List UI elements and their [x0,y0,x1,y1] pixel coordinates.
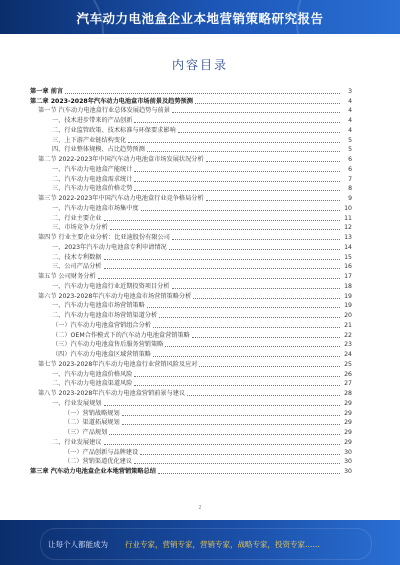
toc-leader-dots [172,288,340,289]
toc-entry[interactable] [30,223,352,233]
toc-leader-dots [122,415,340,416]
toc-entry[interactable] [30,437,352,447]
toc-entry-page: 29 [344,419,352,427]
toc-entry-label: （二）OEM合作模式下的汽车动力电池盒营销策略 [52,331,190,339]
toc-entry-page: 3 [348,87,352,95]
toc-entry[interactable] [30,242,352,252]
toc-entry-page: 6 [348,165,352,173]
toc-leader-dots [109,434,340,435]
toc-leader-dots [134,463,340,464]
toc-entry[interactable] [30,369,352,379]
toc-entry[interactable] [30,418,352,428]
toc-leader-dots [104,268,341,269]
toc-entry-label: 二、汽车动力电池盒渠道风险 [52,380,133,388]
toc-entry-page: 26 [344,370,352,378]
footer-slogan-left: 让每个人都能成为 [48,540,108,549]
toc-entry[interactable] [30,281,352,291]
toc-entry-label: 一、技术进步带来的产品创新 [52,117,133,124]
toc-entry-page: 10 [344,204,352,212]
toc-entry[interactable] [30,193,352,203]
toc-entry-page: 16 [344,263,352,271]
page-number: 2 [198,505,202,511]
toc-entry-label: 二、汽车动力电池盒市场营销渠道分析 [52,312,158,319]
toc-entry-label: 第七节 2023-2028年汽车动力电池盒行业营销风险及应对 [38,360,198,368]
toc-entry-label: 一、汽车动力电池盒市场集中度 [52,204,139,212]
toc-entry-page: 4 [348,126,352,134]
toc-leader-dots [140,454,340,455]
toc-entry-page: 30 [344,448,352,456]
toc-leader-dots [65,93,340,94]
toc-leader-dots [147,307,340,308]
toc-leader-dots [172,239,340,240]
toc-leader-dots [172,112,340,113]
toc-entry-page: 9 [348,195,352,202]
toc-entry-label: 第一节 汽车动力电池盒行业总体发展趋势与前景 [38,107,170,115]
toc-entry-label: 一、汽车动力电池盒市场营销策略 [52,302,145,310]
toc-entry-page: 11 [344,214,352,222]
toc-entry[interactable] [30,466,352,476]
toc-entry-label: 第二章 2023-2028年汽车动力电池盒市场前景及趋势预测 [30,97,193,105]
toc-entry-page: 18 [344,282,352,290]
table-of-contents [30,86,352,476]
toc-entry[interactable] [30,457,352,467]
toc-leader-dots [141,210,340,211]
toc-leader-dots [110,229,340,230]
toc-entry-page: 24 [344,351,352,358]
toc-entry[interactable] [30,291,352,301]
toc-entry-page: 6 [348,156,352,163]
toc-entry[interactable] [30,213,352,223]
toc-entry-label: 第六节 2023-2028年汽车动力电池盒市场营销策略分析 [38,292,192,300]
toc-leader-dots [134,385,340,386]
toc-entry-label: 二、行业主要企业 [52,214,102,222]
toc-heading: 内容目录 [171,58,228,72]
toc-leader-dots [98,278,340,279]
toc-entry[interactable] [30,447,352,457]
toc-entry-page: 29 [344,438,352,446]
toc-leader-dots [153,327,340,328]
toc-entry-label: 一、行业发展规划 [52,399,102,407]
report-title: 汽车动力电池盒企业本地营销策略研究报告 [76,11,324,26]
toc-entry-page: 28 [344,390,352,397]
toc-leader-dots [159,317,340,318]
toc-entry[interactable] [30,203,352,213]
toc-leader-dots [104,444,341,445]
toc-leader-dots [158,473,340,474]
toc-entry[interactable] [30,145,352,155]
toc-leader-dots [206,200,340,201]
toc-entry[interactable] [30,359,352,369]
toc-entry-page: 30 [344,458,352,466]
toc-entry[interactable] [30,252,352,262]
toc-entry[interactable] [30,379,352,389]
toc-leader-dots [134,171,340,172]
toc-entry-page: 8 [348,185,352,193]
toc-entry-label: 第一章 前言 [30,87,64,95]
toc-entry[interactable] [30,310,352,320]
toc-entry-page: 7 [348,175,352,183]
toc-leader-dots [153,356,340,357]
toc-entry-label: 一、2023年汽车动力电池盒专利申请情况 [52,243,167,251]
toc-leader-dots [104,405,341,406]
toc-leader-dots [165,346,340,347]
toc-entry-label: 二、行业监管政策、技术标准与环保要求影响 [52,126,176,134]
toc-leader-dots [134,190,340,191]
toc-entry-page: 29 [344,409,352,417]
toc-entry-label: （三）汽车动力电池盒售后服务营销策略 [52,341,164,349]
toc-entry-label: 三、汽车动力电池盒价格走势 [52,185,133,193]
toc-entry-page: 29 [344,399,352,407]
toc-entry-page: 30 [344,468,352,475]
toc-entry-label: （一）汽车动力电池盒营销组合分析 [52,321,151,329]
toc-entry-page: 23 [344,341,352,349]
toc-entry-label: 第三节 2022-2023年中国汽车动力电池盒行业竞争格局分析 [38,195,204,202]
toc-entry-label: 三、上下游产业链结构变化 [52,136,127,144]
toc-entry-page: 29 [344,429,352,436]
toc-entry[interactable] [30,427,352,437]
toc-entry-page: 15 [344,253,352,261]
toc-leader-dots [147,151,340,152]
toc-entry-label: （四）汽车动力电池盒区域营销策略 [52,351,151,358]
toc-entry-page: 12 [344,224,352,232]
toc-entry-label: 第四节 行业主要企业分析：比亚迪股份有限公司 [38,234,170,241]
toc-entry-label: （二）渠道拓展规划 [64,419,120,427]
toc-entry-label: 第二节 2022-2023年中国汽车动力电池盒市场发展状况分析 [38,156,204,163]
toc-entry-page: 21 [344,321,352,329]
toc-entry-label: 第五节 公司财务分析 [38,273,96,280]
toc-entry[interactable] [30,301,352,311]
toc-entry-label: 一、汽车动力电池盒行业近期投资项目分析 [52,282,170,290]
toc-entry-page: 19 [344,302,352,310]
report-header-banner [0,0,400,34]
toc-entry[interactable] [30,398,352,408]
toc-entry-page: 17 [344,273,352,280]
toc-entry-label: 第三章 汽车动力电池盒企业本地营销策略总结 [30,468,156,475]
toc-leader-dots [178,132,340,133]
toc-leader-dots [104,220,341,221]
toc-leader-dots [134,122,340,123]
toc-entry[interactable] [30,184,352,194]
toc-leader-dots [192,337,340,338]
toc-entry[interactable] [30,115,352,125]
toc-entry[interactable] [30,86,352,96]
toc-leader-dots [187,395,340,396]
toc-entry-page: 13 [344,234,352,241]
toc-entry[interactable] [30,106,352,116]
toc-entry[interactable] [30,408,352,418]
toc-entry-label: 第八节 2023-2028年汽车动力电池盒营销前景与建议 [38,390,186,397]
toc-leader-dots [169,249,340,250]
toc-entry[interactable] [30,174,352,184]
toc-entry-label: （一）营销战略规划 [64,409,120,417]
toc-entry-label: （三）产品规划 [64,429,108,436]
toc-leader-dots [134,181,340,182]
toc-leader-dots [195,103,340,104]
toc-entry[interactable] [30,96,352,106]
toc-entry-label: （一）产品创新与品牌建设 [64,448,139,456]
footer-banner [0,520,400,565]
toc-entry[interactable] [30,330,352,340]
toc-entry-label: 二、汽车动力电池盒需求统计 [52,175,133,183]
toc-entry[interactable] [30,271,352,281]
toc-entry-page: 27 [344,380,352,388]
toc-entry-page: 4 [348,107,352,115]
toc-entry-label: 四、行业整体规模、占比趋势预测 [52,146,145,154]
toc-leader-dots [193,298,340,299]
toc-leader-dots [122,424,340,425]
toc-entry-page: 4 [348,97,352,105]
toc-entry[interactable] [30,232,352,242]
toc-entry-page: 5 [348,136,352,144]
toc-entry-page: 25 [344,360,352,368]
toc-entry[interactable] [30,154,352,164]
toc-entry-page: 14 [344,243,352,251]
toc-entry-page: 5 [348,146,352,154]
toc-entry[interactable] [30,320,352,330]
toc-entry[interactable] [30,164,352,174]
toc-entry-page: 22 [344,331,352,339]
toc-leader-dots [134,376,340,377]
toc-entry-page: 20 [344,312,352,319]
toc-leader-dots [104,259,341,260]
toc-entry[interactable] [30,262,352,272]
toc-entry-page: 4 [348,117,352,124]
toc-entry-label: 一、汽车动力电池盒价格风险 [52,370,133,378]
toc-leader-dots [199,366,340,367]
toc-entry[interactable] [30,349,352,359]
toc-leader-dots [206,161,340,162]
toc-entry-label: 二、行业发展建议 [52,438,102,446]
toc-entry-label: （二）营销渠道优化建议 [64,458,133,466]
toc-entry-page: 19 [344,292,352,300]
toc-entry-label: 三、市场竞争力分析 [52,224,108,232]
toc-leader-dots [128,142,340,143]
footer-slogan-right: 行业专家，营销专家，营销专家，战略专家，投资专家…… [125,540,320,549]
toc-entry[interactable] [30,125,352,135]
toc-entry-label: 三、公司产品分析 [52,263,102,271]
toc-entry-label: 一、汽车动力电池盒产能统计 [52,165,133,173]
toc-entry[interactable] [30,388,352,398]
toc-entry[interactable] [30,340,352,350]
toc-entry[interactable] [30,135,352,145]
toc-entry-label: 二、技术专利数据 [52,253,102,261]
